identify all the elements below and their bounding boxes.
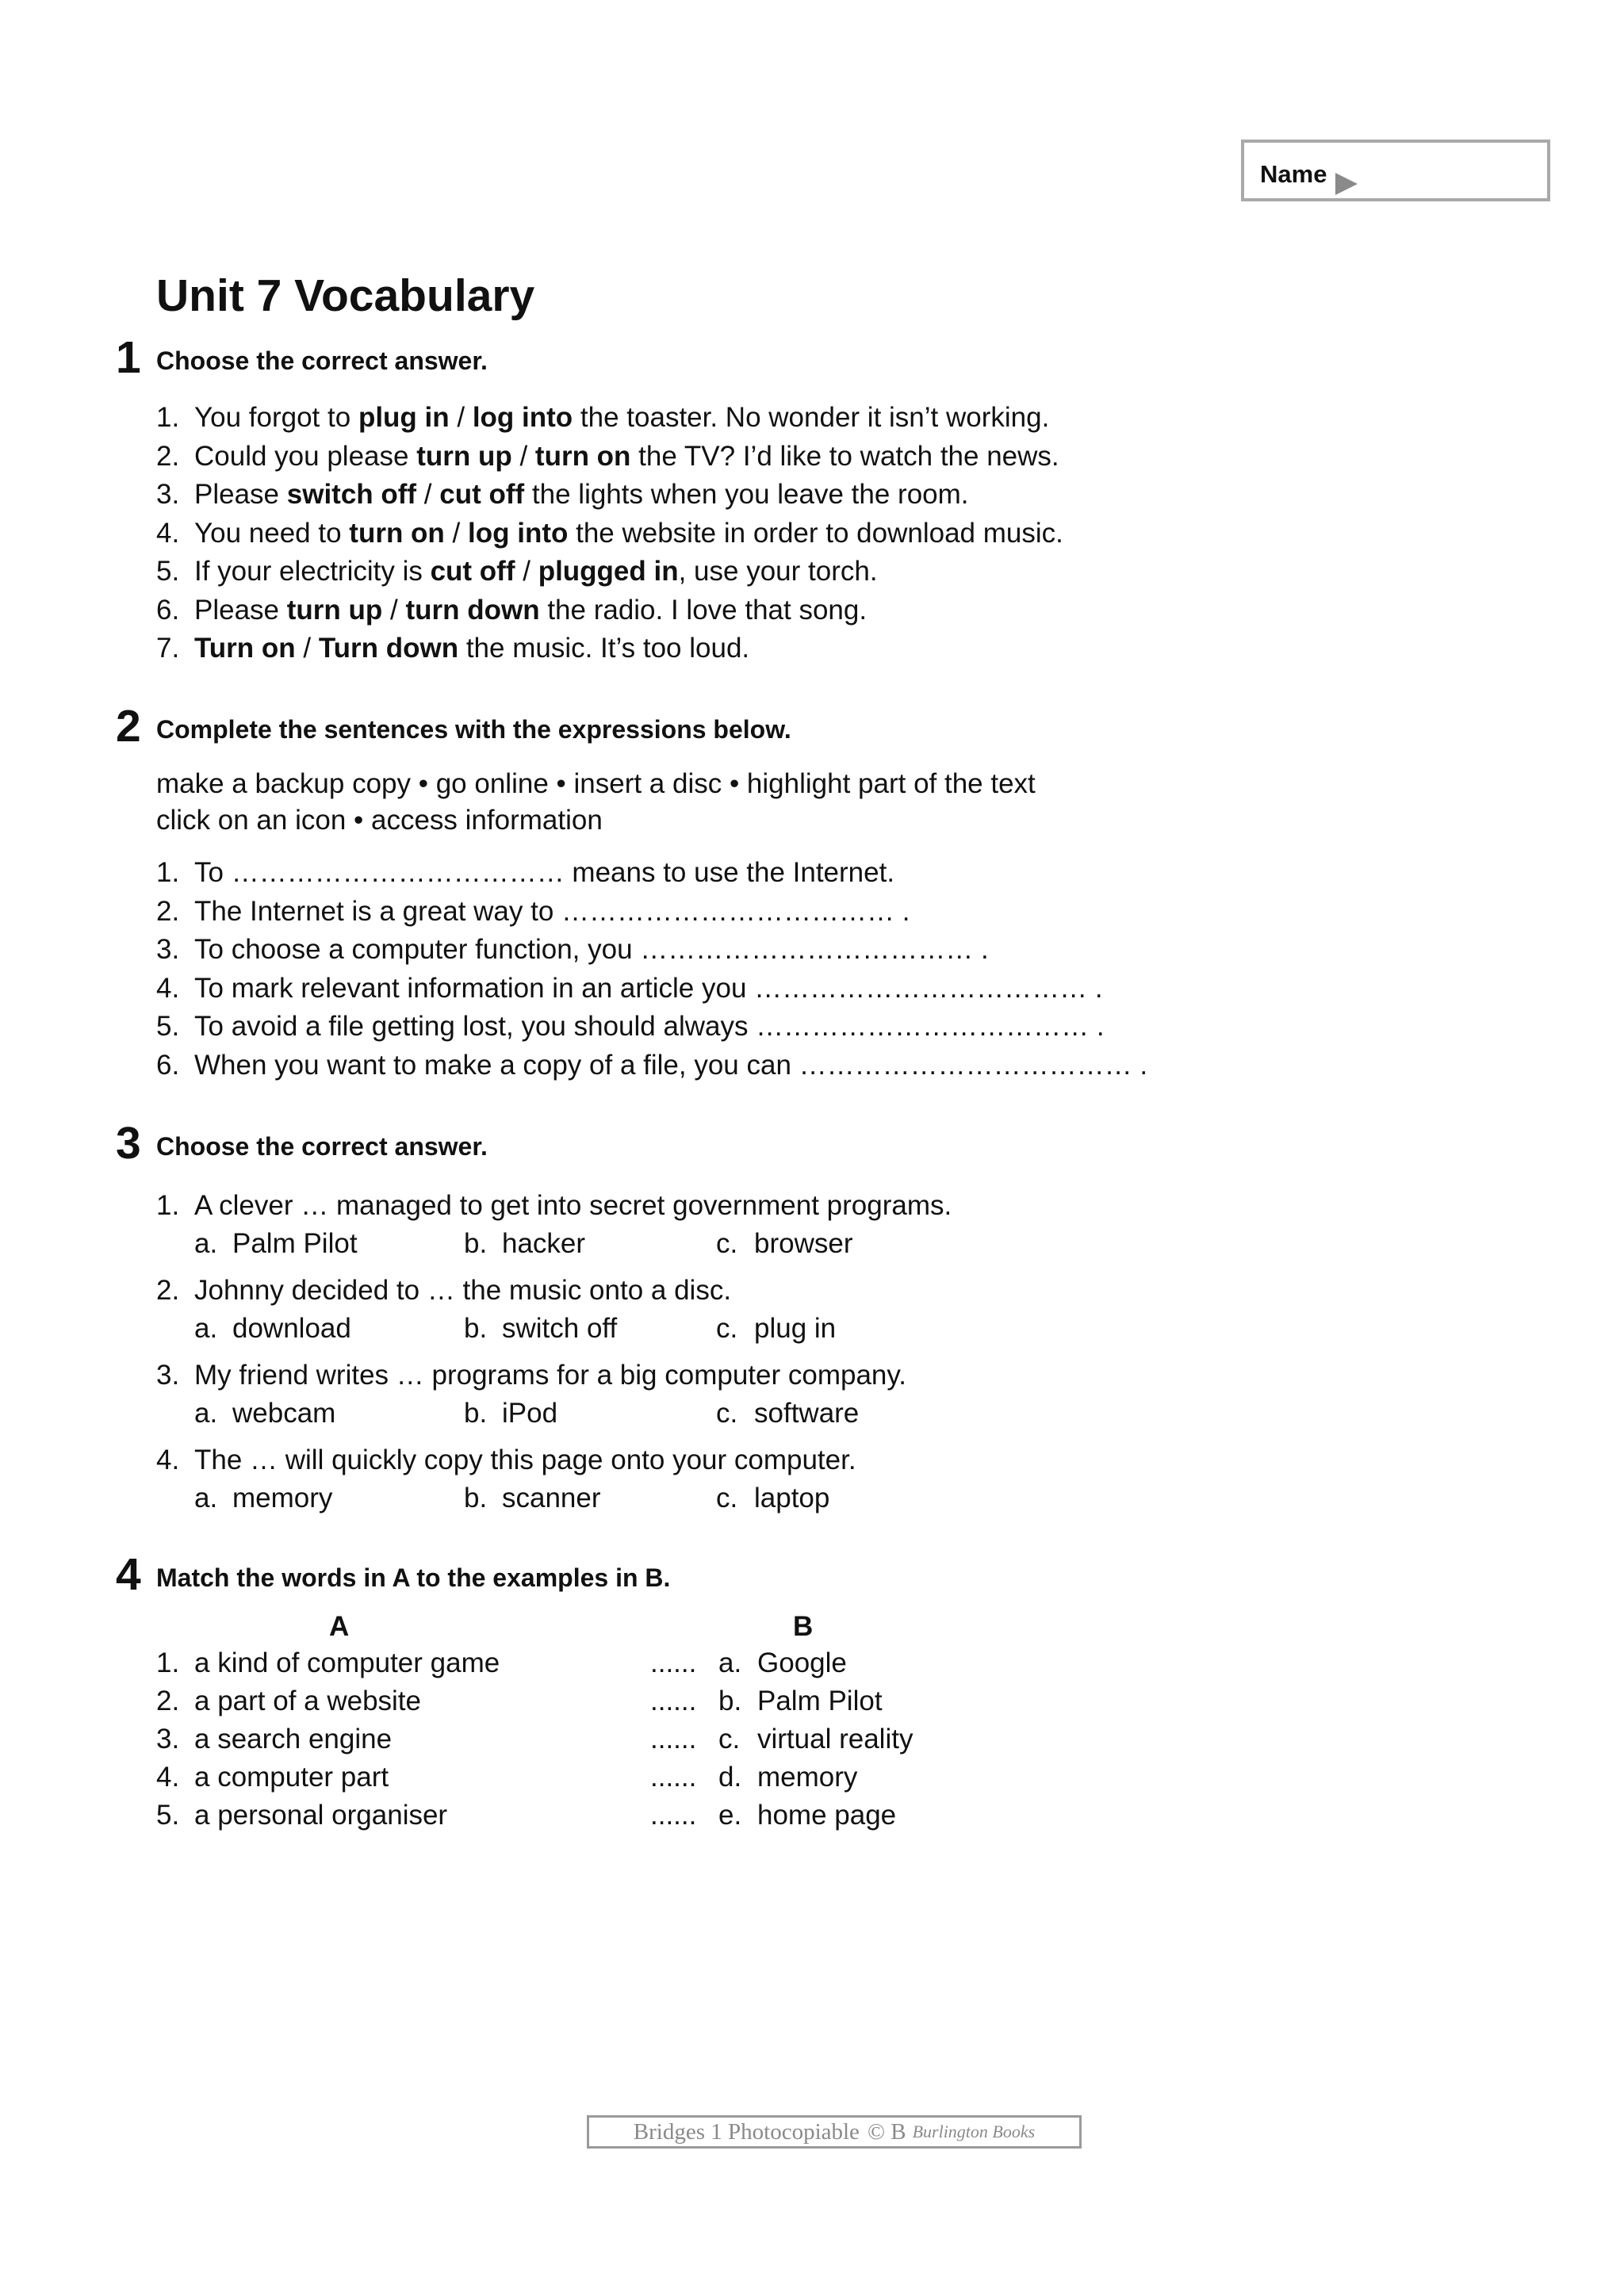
list-item[interactable]: 2. The Internet is a great way to ……………………………… .: [156, 895, 910, 927]
option[interactable]: c. laptop: [716, 1483, 830, 1513]
list-item[interactable]: 6. When you want to make a copy of a file, you can ……………………………… .: [156, 1049, 1148, 1081]
option[interactable]: a. webcam: [194, 1398, 336, 1429]
list-item: 7. Turn on / Turn down the music. It’s too loud.: [156, 633, 750, 664]
match-row: 1. a kind of computer game ...... a. Google: [156, 1644, 1028, 1682]
exercise-4-number: 4: [116, 1549, 141, 1600]
option[interactable]: a. Palm Pilot: [194, 1228, 358, 1259]
exercise-2-number: 2: [116, 701, 141, 752]
match-row: 3. a search engine ...... c. virtual reality: [156, 1720, 1028, 1758]
option[interactable]: a. download: [194, 1313, 351, 1344]
word-box-line: make a backup copy • go online • insert a disc • highlight part of the text: [156, 768, 1036, 799]
answer-blank[interactable]: ......: [650, 1686, 697, 1716]
list-item: 2. Could you please turn up / turn on the TV? I’d like to watch the news.: [156, 440, 1059, 472]
option[interactable]: b. switch off: [464, 1313, 618, 1344]
question-stem: 3. My friend writes … programs for a big computer company.: [156, 1360, 907, 1391]
name-label: Name: [1260, 160, 1327, 188]
option[interactable]: c. browser: [716, 1228, 853, 1259]
exercise-1-instruction: Choose the correct answer.: [156, 346, 488, 375]
option[interactable]: c. software: [716, 1398, 860, 1429]
option-word[interactable]: plugged in: [538, 556, 679, 587]
list-item[interactable]: 1. To ……………………………… means to use the Internet.: [156, 857, 895, 888]
footer-publisher: Burlington Books: [912, 2122, 1036, 2141]
list-item: 5. If your electricity is cut off / plugged in, use your torch.: [156, 556, 878, 587]
option-word[interactable]: turn on: [349, 517, 445, 549]
exercise-1-number: 1: [116, 332, 141, 383]
answer-blank[interactable]: ......: [650, 1800, 697, 1831]
word-box-line: click on an icon • access information: [156, 805, 603, 836]
option[interactable]: b. scanner: [464, 1483, 601, 1513]
option-word[interactable]: log into: [472, 402, 573, 433]
option-word[interactable]: plug in: [358, 402, 450, 433]
option-word[interactable]: turn on: [534, 440, 631, 472]
question-stem: 1. A clever … managed to get into secret government programs.: [156, 1190, 952, 1221]
list-item: 1. You forgot to plug in / log into the toaster. No wonder it isn’t working.: [156, 402, 1050, 433]
footer-text: Bridges 1 Photocopiable: [633, 2118, 860, 2145]
answer-blank[interactable]: ......: [650, 1647, 697, 1678]
column-a-header: A: [329, 1611, 350, 1642]
option-word[interactable]: turn down: [405, 594, 540, 626]
option-word[interactable]: cut off: [439, 479, 525, 510]
answer-blank[interactable]: ......: [650, 1762, 697, 1793]
option-word[interactable]: switch off: [286, 479, 417, 510]
option[interactable]: a. memory: [194, 1483, 333, 1513]
exercise-3-instruction: Choose the correct answer.: [156, 1132, 488, 1161]
list-item: 6. Please turn up / turn down the radio. I love that song.: [156, 594, 868, 626]
option-word[interactable]: Turn down: [318, 633, 459, 664]
exercise-3-number: 3: [116, 1118, 141, 1169]
list-item[interactable]: 3. To choose a computer function, you ……………………………… .: [156, 934, 989, 965]
question-stem: 4. The … will quickly copy this page onto your computer.: [156, 1445, 856, 1475]
footer-copyright: [587, 2115, 1082, 2149]
footer-copyright-mark: © B: [867, 2118, 906, 2145]
option[interactable]: b. iPod: [464, 1398, 558, 1429]
exercise-1-list: [156, 399, 1063, 668]
option-word[interactable]: Turn on: [194, 633, 296, 664]
page-title: Unit 7 Vocabulary: [156, 270, 535, 321]
name-box[interactable]: [1241, 140, 1550, 201]
exercise-2-instruction: Complete the sentences with the expressions below.: [156, 715, 791, 744]
match-row: 4. a computer part ...... d. memory: [156, 1758, 1028, 1797]
word-box: [156, 766, 1036, 839]
option-word[interactable]: turn up: [416, 440, 512, 472]
list-item: 3. Please switch off / cut off the lights when you leave the room.: [156, 479, 969, 510]
list-item[interactable]: 4. To mark relevant information in an article you ……………………………… .: [156, 972, 1103, 1004]
arrow-right-icon: [1335, 173, 1358, 195]
match-row: 5. a personal organiser ...... e. home page: [156, 1797, 1028, 1835]
exercise-2-list: [156, 854, 1147, 1085]
exercise-4-instruction: Match the words in A to the examples in B.: [156, 1563, 671, 1592]
list-item: 4. You need to turn on / log into the website in order to download music.: [156, 517, 1063, 549]
option[interactable]: c. plug in: [716, 1313, 837, 1344]
option-word[interactable]: cut off: [430, 556, 515, 587]
match-row: 2. a part of a website ...... b. Palm Pilot: [156, 1682, 1028, 1720]
answer-blank[interactable]: ......: [650, 1724, 697, 1755]
column-b-header: B: [793, 1611, 814, 1642]
option[interactable]: b. hacker: [464, 1228, 586, 1259]
question-stem: 2. Johnny decided to … the music onto a disc.: [156, 1275, 732, 1306]
option-word[interactable]: log into: [468, 517, 569, 549]
list-item[interactable]: 5. To avoid a file getting lost, you should always ……………………………… .: [156, 1011, 1105, 1042]
option-word[interactable]: turn up: [286, 594, 383, 626]
